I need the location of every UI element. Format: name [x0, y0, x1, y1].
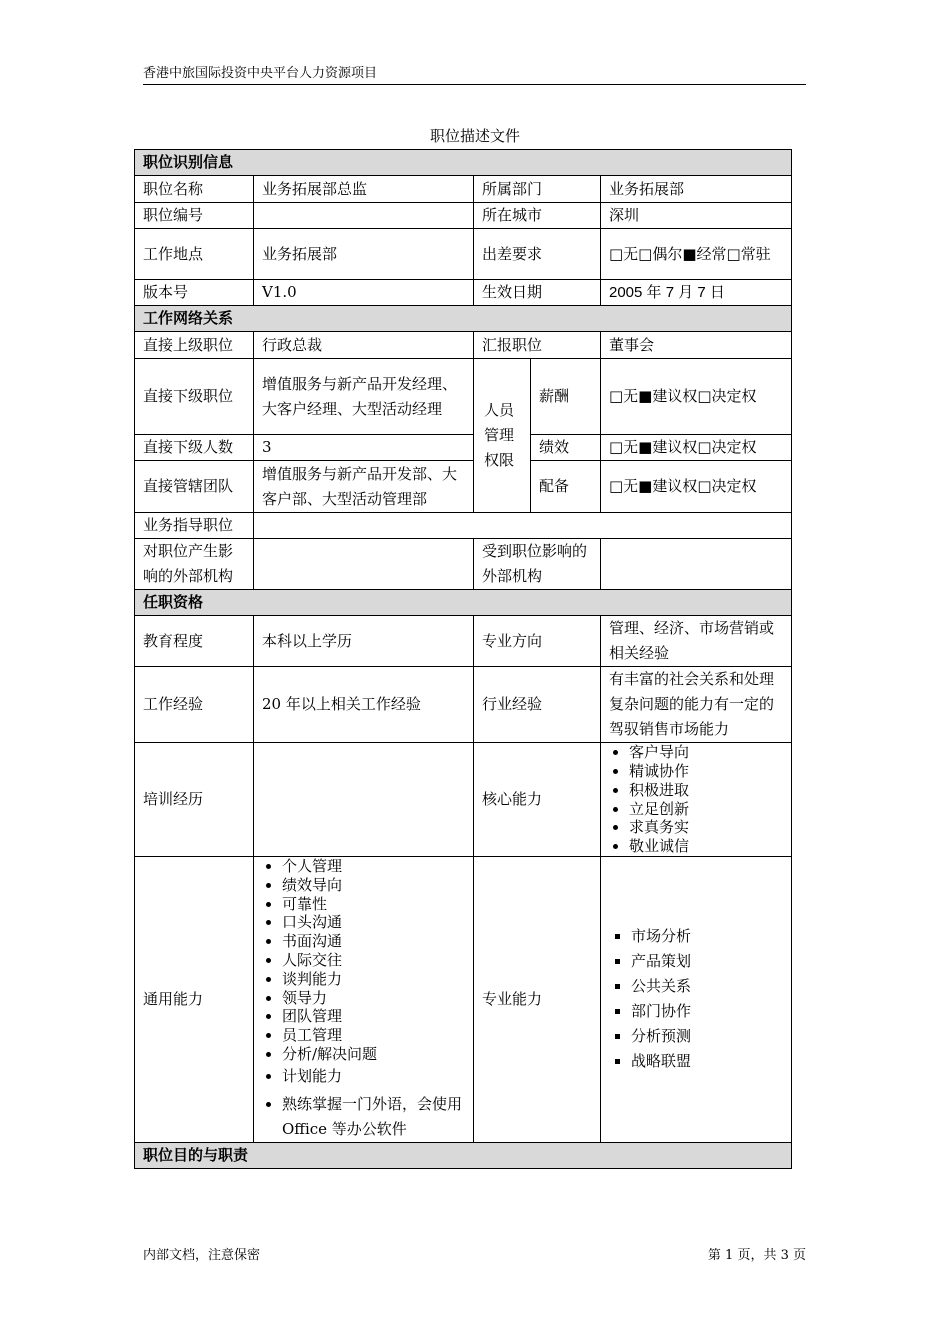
value-professional	[601, 857, 792, 1143]
label-general: 通用能力	[135, 857, 254, 1143]
label-superior: 直接上级职位	[135, 332, 254, 359]
core-ability-list	[609, 743, 783, 856]
section-identity: 职位识别信息	[135, 150, 792, 176]
list-item: • 精诚协作	[629, 762, 783, 781]
list-item: • 敬业诚信	[629, 837, 783, 856]
label-training: 培训经历	[135, 743, 254, 857]
list-item: • 团队管理	[282, 1007, 465, 1026]
label-effective-date: 生效日期	[474, 280, 601, 306]
list-item: ▪ 产品策划	[631, 949, 783, 974]
document-title: 职位描述文件	[429, 127, 520, 145]
section-purpose: 职位目的与职责	[135, 1142, 792, 1168]
value-salary: □无■建议权□决定权	[601, 359, 792, 435]
value-ext-affected	[601, 539, 792, 590]
label-education: 教育程度	[135, 616, 254, 667]
list-item: • 立足创新	[629, 800, 783, 819]
job-description-table	[134, 149, 792, 1169]
label-major: 专业方向	[474, 616, 601, 667]
label-subordinate: 直接下级职位	[135, 359, 254, 435]
label-experience: 工作经验	[135, 667, 254, 743]
list-item: ▪ 市场分析	[631, 924, 783, 949]
value-education: 本科以上学历	[254, 616, 474, 667]
list-item: • 分析/解决问题	[282, 1045, 465, 1064]
page-header	[143, 64, 806, 85]
label-location: 工作地点	[135, 229, 254, 280]
value-position-name: 业务拓展部总监	[254, 176, 474, 203]
value-subordinate: 增值服务与新产品开发经理、大客户经理、大型活动经理	[254, 359, 474, 435]
list-item: • 积极进取	[629, 781, 783, 800]
list-item: • 绩效导向	[282, 876, 465, 895]
list-item: ▪ 分析预测	[631, 1024, 783, 1049]
label-team: 直接管辖团队	[135, 461, 254, 513]
value-location: 业务拓展部	[254, 229, 474, 280]
label-performance: 绩效	[531, 435, 601, 461]
label-position-code: 职位编号	[135, 203, 254, 229]
list-item: • 计划能力	[282, 1064, 465, 1089]
value-experience: 20 年以上相关工作经验	[254, 667, 474, 743]
value-department: 业务拓展部	[601, 176, 792, 203]
label-version: 版本号	[135, 280, 254, 306]
label-report: 汇报职位	[474, 332, 601, 359]
value-team: 增值服务与新产品开发部、大客户部、大型活动管理部	[254, 461, 474, 513]
label-staffing: 配备	[531, 461, 601, 513]
label-ext-affected: 受到职位影响的外部机构	[474, 539, 601, 590]
list-item: ▪ 战略联盟	[631, 1049, 783, 1074]
list-item: • 口头沟通	[282, 913, 465, 932]
list-item: ▪ 部门协作	[631, 999, 783, 1024]
value-superior: 行政总裁	[254, 332, 474, 359]
label-city: 所在城市	[474, 203, 601, 229]
list-item: • 熟练掌握一门外语，会使用 Office 等办公软件	[282, 1092, 465, 1142]
label-industry: 行业经验	[474, 667, 601, 743]
label-core: 核心能力	[474, 743, 601, 857]
value-performance: □无■建议权□决定权	[601, 435, 792, 461]
list-item: • 书面沟通	[282, 932, 465, 951]
label-ext-affect: 对职位产生影响的外部机构	[135, 539, 254, 590]
value-general	[254, 857, 474, 1143]
value-report: 董事会	[601, 332, 792, 359]
list-item: • 谈判能力	[282, 970, 465, 989]
label-position-name: 职位名称	[135, 176, 254, 203]
label-department: 所属部门	[474, 176, 601, 203]
professional-ability-list	[609, 924, 783, 1074]
label-sub-count: 直接下级人数	[135, 435, 254, 461]
value-core	[601, 743, 792, 857]
list-item: • 人际交往	[282, 951, 465, 970]
footer-confidential: 内部文档，注意保密	[143, 1248, 261, 1263]
value-position-code	[254, 203, 474, 229]
value-industry: 有丰富的社会关系和处理复杂问题的能力有一定的驾驭销售市场能力	[601, 667, 792, 743]
value-sub-count: 3	[254, 435, 474, 461]
general-ability-list	[262, 857, 465, 1142]
list-item: • 个人管理	[282, 857, 465, 876]
list-item: • 客户导向	[629, 743, 783, 762]
value-version: V1.0	[254, 280, 474, 306]
value-city: 深圳	[601, 203, 792, 229]
header-org: 香港中旅国际投资中央平台人力资源项目	[143, 66, 378, 81]
list-item: • 员工管理	[282, 1026, 465, 1045]
label-professional: 专业能力	[474, 857, 601, 1143]
value-guidance	[254, 513, 792, 539]
list-item: • 可靠性	[282, 895, 465, 914]
section-qualification: 任职资格	[135, 590, 792, 616]
section-network: 工作网络关系	[135, 306, 792, 332]
label-travel: 出差要求	[474, 229, 601, 280]
list-item: • 领导力	[282, 989, 465, 1008]
footer-page-number: 第 1 页，共 3 页	[707, 1248, 806, 1263]
value-ext-affect	[254, 539, 474, 590]
label-guidance: 业务指导职位	[135, 513, 254, 539]
value-major: 管理、经济、市场营销或相关经验	[601, 616, 792, 667]
list-item: ▪ 公共关系	[631, 974, 783, 999]
value-training	[254, 743, 474, 857]
value-effective-date: 2005 年 7 月 7 日	[601, 280, 792, 306]
label-staff-authority: 人员管理权限	[474, 359, 531, 513]
value-staffing: □无■建议权□决定权	[601, 461, 792, 513]
label-salary: 薪酬	[531, 359, 601, 435]
list-item: • 求真务实	[629, 818, 783, 837]
value-travel: □无□偶尔■经常□常驻	[601, 229, 792, 280]
